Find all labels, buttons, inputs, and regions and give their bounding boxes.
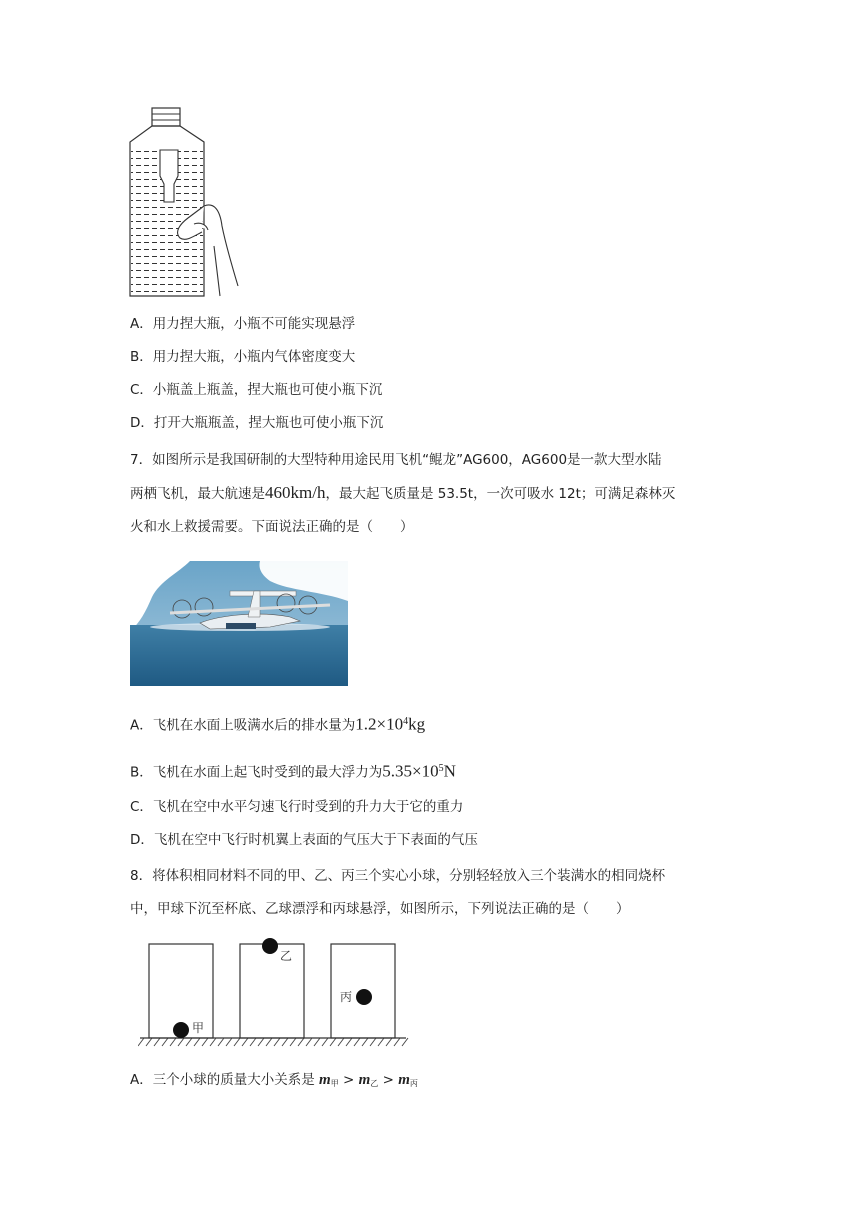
q7-option-c: C．飞机在空中水平匀速飞行时受到的升力大于它的重力 — [130, 799, 464, 815]
q8-stem-line2: 中，甲球下沉至杯底、乙球漂浮和丙球悬浮，如图所示，下列说法正确的是（ ） — [130, 901, 630, 917]
bottle-figure — [128, 106, 240, 302]
q6-option-a: A．用力捏大瓶，小瓶不可能实现悬浮 — [130, 316, 356, 332]
q7-option-d: D．飞机在空中飞行时机翼上表面的气压大于下表面的气压 — [130, 832, 478, 848]
q7-stem-line3: 火和水上救援需要。下面说法正确的是（ ） — [130, 519, 414, 535]
q7-option-b: B．飞机在水面上起飞时受到的最大浮力为$5.35\times 10^5N$ — [130, 761, 456, 781]
seaplane-photo — [130, 561, 348, 686]
label-jia: 甲 — [192, 1021, 205, 1035]
speed-value: 460km/h — [265, 483, 326, 502]
q7-stem-line1: 7．如图所示是我国研制的大型特种用途民用飞机“鲲龙”AG600，AG600是一款大型水陆 — [130, 452, 662, 468]
q8-stem-line1: 8．将体积相同材料不同的甲、乙、丙三个实心小球，分别轻轻放入三个装满水的相同烧杯 — [130, 868, 666, 884]
q6-option-d: D．打开大瓶瓶盖，捏大瓶也可使小瓶下沉 — [130, 415, 384, 431]
q8-option-a: A．三个小球的质量大小关系是 m甲 > m乙 > m丙 — [130, 1072, 418, 1088]
label-yi: 乙 — [280, 949, 293, 963]
q7-option-a: A．飞机在水面上吸满水后的排水量为$1.2\times 10^4kg$ — [130, 714, 426, 734]
label-bing: 丙 — [340, 990, 353, 1004]
q7-stem-line2: 两栖飞机，最大航速是460km/h，最大起飞质量是 53.5t，一次可吸水 12t；可满足森林灭 — [130, 483, 676, 502]
q6-option-b: B．用力捏大瓶，小瓶内气体密度变大 — [130, 349, 356, 365]
beakers-figure — [138, 934, 410, 1052]
q6-option-c: C．小瓶盖上瓶盖，捏大瓶也可使小瓶下沉 — [130, 382, 383, 398]
